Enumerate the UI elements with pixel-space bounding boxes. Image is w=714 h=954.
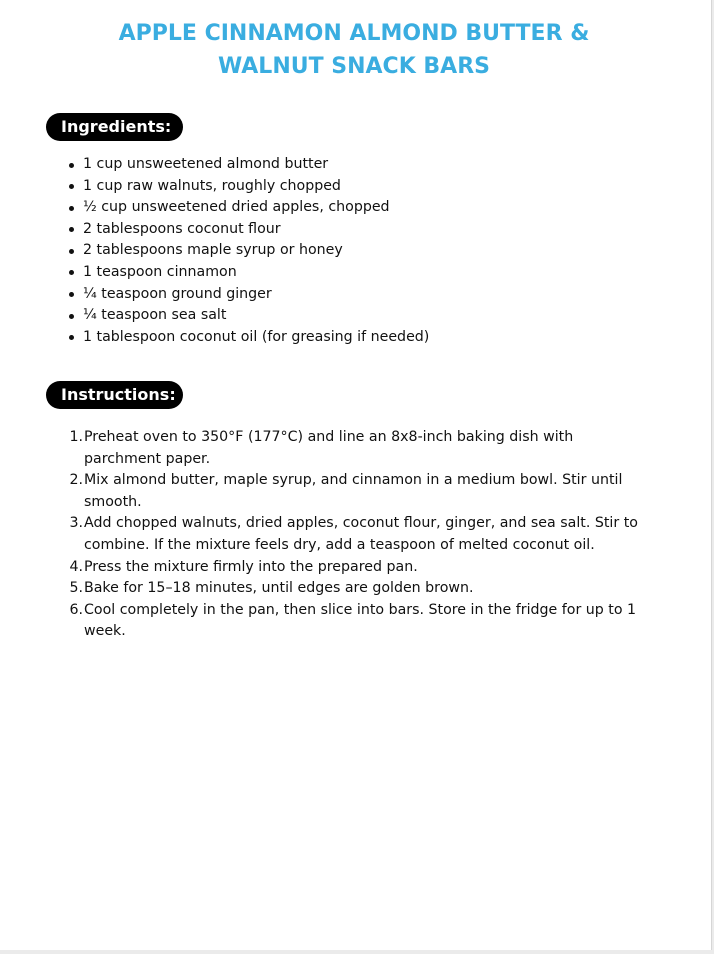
ingredient-item bbox=[66, 176, 429, 198]
ingredient-item bbox=[66, 219, 429, 241]
ingredient-item bbox=[66, 284, 429, 306]
step-text: Bake for 15–18 minutes, until edges are golden brown. bbox=[84, 580, 474, 597]
step-number: 1. bbox=[69, 429, 83, 445]
bullet-icon bbox=[69, 314, 74, 319]
ingredient-item bbox=[66, 305, 429, 327]
bullet-icon bbox=[69, 206, 74, 211]
step-number: 6. bbox=[69, 601, 83, 618]
step-number: 5. bbox=[69, 580, 83, 597]
bullet-icon bbox=[69, 270, 74, 275]
bullet-icon bbox=[69, 292, 74, 297]
bullet-icon bbox=[69, 227, 74, 232]
ingredient-item bbox=[66, 262, 429, 284]
step-text: Cool completely in the pan, then slice into bars. Store in the fridge for up to 1 week. bbox=[84, 601, 637, 640]
instruction-step bbox=[66, 427, 646, 470]
instruction-step bbox=[66, 513, 646, 556]
instructions-list bbox=[66, 427, 646, 643]
ingredient-text: 1 tablespoon coconut oil (for greasing if needed) bbox=[83, 328, 430, 345]
ingredient-text: ½ cup unsweetened dried apples, chopped bbox=[83, 199, 390, 216]
ingredient-item bbox=[66, 240, 429, 262]
step-number: 4. bbox=[69, 558, 83, 575]
step-number: 3. bbox=[69, 515, 83, 532]
step-text: Mix almond butter, maple syrup, and cinnamon in a medium bowl. Stir until smooth. bbox=[84, 472, 623, 510]
step-text: Add chopped walnuts, dried apples, coconut flour, ginger, and sea salt. Stir to combine. If the mixture feels dry, add a teaspoon of melted coconut oil. bbox=[84, 515, 638, 553]
bullet-icon bbox=[69, 163, 74, 168]
bullet-icon bbox=[69, 249, 74, 254]
ingredients-list bbox=[66, 154, 429, 348]
ingredient-item bbox=[66, 197, 429, 219]
step-number: 2. bbox=[69, 472, 83, 489]
ingredient-text: 1 cup raw walnuts, roughly chopped bbox=[83, 177, 341, 194]
instruction-step bbox=[66, 578, 646, 600]
ingredient-text: ¼ teaspoon ground ginger bbox=[83, 285, 272, 302]
ingredient-text: 1 teaspoon cinnamon bbox=[83, 263, 237, 280]
step-text: Press the mixture firmly into the prepared pan. bbox=[84, 558, 418, 575]
ingredient-text: 2 tablespoons maple syrup or honey bbox=[83, 242, 343, 259]
instructions-heading: Instructions: bbox=[46, 381, 183, 409]
ingredient-text: ¼ teaspoon sea salt bbox=[83, 307, 227, 324]
ingredient-item bbox=[66, 327, 429, 349]
instruction-step bbox=[66, 600, 646, 643]
title-line-2: WALNUT SNACK BARS bbox=[218, 54, 490, 79]
instruction-step bbox=[66, 470, 646, 513]
step-text: Preheat oven to 350°F (177°C) and line an 8x8-inch baking dish with parchment paper. bbox=[84, 429, 574, 467]
ingredient-text: 2 tablespoons coconut flour bbox=[83, 220, 281, 237]
recipe-title bbox=[0, 17, 708, 83]
bullet-icon bbox=[69, 335, 74, 340]
bullet-icon bbox=[69, 184, 74, 189]
instruction-step bbox=[66, 557, 646, 579]
ingredient-item bbox=[66, 154, 429, 176]
ingredients-heading: Ingredients: bbox=[46, 113, 183, 141]
ingredient-text: 1 cup unsweetened almond butter bbox=[83, 156, 329, 172]
title-line-1: APPLE CINNAMON ALMOND BUTTER & bbox=[118, 21, 590, 46]
